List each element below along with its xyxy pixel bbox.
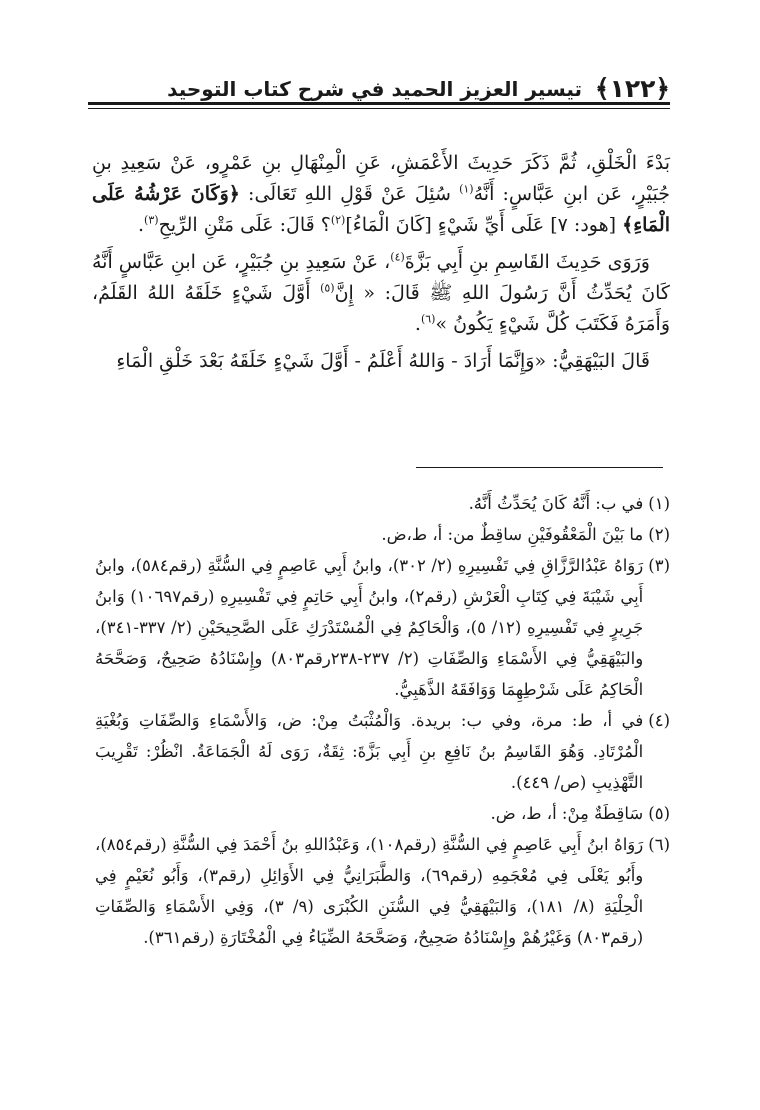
paragraph-2 bbox=[92, 247, 670, 340]
text-run: ؟ قَالَ: عَلَى مَتْنِ الرِّيحِ bbox=[158, 214, 331, 236]
paragraph-1 bbox=[92, 148, 670, 241]
quran-verse: ﴿وَكَانَ عَرْشُهُ عَلَى الْمَاءِ﴾ bbox=[92, 183, 670, 236]
text-run: . bbox=[414, 313, 421, 335]
text-run: وَرَوَى حَدِيثَ القَاسِمِ بنِ أَبِي بَزَّةَ bbox=[404, 251, 650, 273]
footnote-number: (٦) bbox=[648, 835, 670, 854]
footnote-number: (٥) bbox=[648, 804, 670, 823]
main-text bbox=[92, 148, 670, 383]
footnote-separator bbox=[416, 467, 663, 468]
footnote-ref[interactable]: (٦) bbox=[420, 312, 436, 326]
footnote-text: سَاقِطَةٌ مِنْ: أ، ط، ض. bbox=[490, 804, 644, 823]
footnote-2 bbox=[95, 519, 670, 550]
footnote-ref[interactable]: (٣) bbox=[144, 213, 159, 227]
footnote-text: في أ، ط: مرة، وفي ب: بريدة. وَالْمُثْبَتُ مِنْ: ض، وَالأَسْمَاءِ وَالصِّفَاتِ وَبُغْيَةِ الْمُرْتَادِ. وَهُوَ القَاسِمُ بنُ نَافِعِ بنِ أَبِي بَزَّةَ: ثِقَةٌ، رَوَى لَهُ الْجَمَاعَةُ. انْظُرْ: تَقْرِيبَ التَّهْذِيبِ (ص/ ٤٤٩). bbox=[95, 711, 644, 792]
footnote-text: ما بَيْنَ الْمَعْقُوفَيْنِ ساقِطٌ من: أ، ط،ض. bbox=[381, 525, 644, 544]
book-title: تيسير العزيز الحميد في شرح كتاب التوحيد bbox=[167, 77, 582, 101]
footnote-text: في ب: أَنَّهُ كَانَ يُحَدِّثُ أَنَّهُ. bbox=[468, 494, 644, 513]
footnote-ref[interactable]: (١) bbox=[459, 182, 474, 196]
footnote-ref[interactable]: (٢) bbox=[330, 213, 346, 227]
text-run: ، عَنْ سَعِيدِ بنِ جُبَيْرٍ، عَن ابنِ عَبَّاسٍ أَنَّهُ كَانَ يُحَدِّثُ أَنَّ رَسُولَ اللهِ ﷺ قَالَ: « إِنَّ bbox=[92, 251, 670, 304]
text-run: سُئِلَ عَنْ قَوْلِ اللهِ تَعَالَى: bbox=[239, 183, 460, 205]
page-header bbox=[88, 72, 670, 106]
footnote-ref[interactable]: (٤) bbox=[390, 250, 405, 264]
footnote-4 bbox=[95, 705, 670, 798]
header-rule-thin bbox=[88, 108, 670, 109]
footnote-number: (٤) bbox=[648, 711, 670, 730]
footnote-6 bbox=[95, 829, 670, 953]
text-run: بَدْءَ الْخَلْقِ، ثُمَّ ذَكَرَ حَدِيثَ الأَعْمَشِ، عَنِ الْمِنْهَالِ بنِ عَمْرٍو، عَنْ سَعِيدِ بنِ جُبَيْرٍ، عَن ابنِ عَبَّاسٍ: أَنَّهُ bbox=[92, 152, 670, 205]
footnote-number: (٢) bbox=[648, 525, 670, 544]
paragraph-3 bbox=[92, 346, 670, 377]
footnote-5 bbox=[95, 798, 670, 829]
footnote-text: رَوَاهُ ابنُ أَبِي عَاصِمٍ فِي السُّنَّةِ (رقم١٠٨)، وَعَبْدُاللهِ بنُ أَحْمَدَ فِي السُّنَّةِ (رقم٨٥٤)، وأَبُو يَعْلَى فِي مُعْجَمِهِ (رقم٦٩)، وَالطَّبَرَانِيُّ فِي الأَوَائِلِ (رقم٣)، وَأَبُو نُعَيْمٍ فِي الْحِلْيَةِ (٨/ ١٨١)، وَالبَيْهَقِيُّ فِي السُّنَنِ الكُبْرَى (٩/ ٣)، وَفِي الأَسْمَاءِ وَالصِّفَاتِ (رقم٨٠٣) وَغَيْرُهُمْ وإِسْنَادُهُ صَحِيحٌ، وَصَحَّحَهُ الضِّيَاءُ فِي الْمُخْتَارَةِ (رقم٣٦١). bbox=[95, 835, 644, 947]
footnote-ref[interactable]: (٥) bbox=[320, 281, 335, 295]
footnotes bbox=[95, 488, 670, 953]
text-run: أَوَّلَ شَيْءٍ خَلَقَهُ اللهُ القَلَمُ، وَأَمَرَهُ فَكَتَبَ كُلَّ شَيْءٍ يَكُونُ » bbox=[92, 282, 670, 335]
page-number: ﴿١٢٢﴾ bbox=[594, 74, 670, 103]
text-run: [هود: ٧] عَلَى أَيِّ شَيْءٍ [كَانَ الْمَاءُ] bbox=[345, 214, 623, 236]
text-run: . bbox=[138, 214, 145, 236]
footnote-number: (١) bbox=[648, 494, 670, 513]
header-rule bbox=[88, 102, 670, 105]
footnote-3 bbox=[95, 550, 670, 705]
footnote-1 bbox=[95, 488, 670, 519]
footnote-number: (٣) bbox=[648, 556, 670, 575]
text-run: قَالَ البَيْهَقِيُّ: «وَإِنَّمَا أَرَادَ - وَاللهُ أَعْلَمُ - أَوَّلَ شَيْءٍ خَلَقَهُ بَعْدَ خَلْقِ الْمَاءِ bbox=[116, 350, 650, 372]
footnote-text: رَوَاهُ عَبْدُالرَّزَّاقِ فِي تَفْسِيرِهِ (٢/ ٣٠٢)، وابنُ أَبِي عَاصِمٍ فِي السُّنَّةِ (رقم٥٨٤)، وابنُ أَبِي شَيْبَةَ فِي كِتَابِ الْعَرْشِ (رقم٢)، وابنُ أَبِي حَاتِمٍ فِي تَفْسِيرِهِ (رقم١٠٦٩٧) وَابنُ جَرِيرٍ فِي تَفْسِيرِهِ (١٢/ ٥)، وَالْحَاكِمُ فِي الْمُسْتَدْرَكِ عَلَى الصَّحِيحَيْنِ (٢/ ٣٣٧-٣٤١)، والبَيْهَقِيُّ فِي الأَسْمَاءِ وَالصِّفَاتِ (٢/ ٢٣٧-٢٣٨رقم٨٠٣) وإِسْنَادُهُ صَحِيحٌ، وَصَحَّحَهُ الْحَاكِمُ عَلَى شَرْطِهِمَا وَوَافَقَهُ الذَّهَبِيُّ. bbox=[95, 556, 644, 699]
